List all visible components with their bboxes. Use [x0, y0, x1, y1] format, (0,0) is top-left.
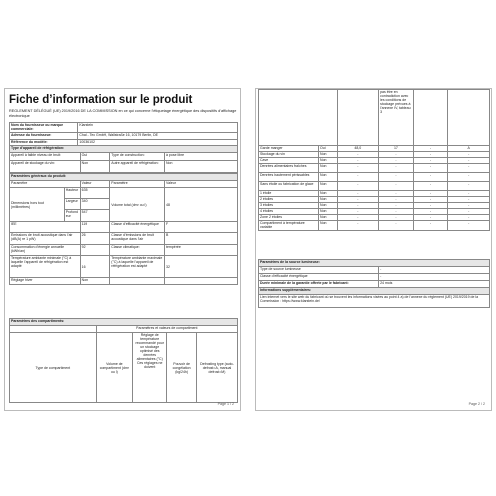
cell-name: Zone 2 étoiles: [259, 215, 319, 221]
cell-defrost: -: [448, 158, 490, 164]
cell-temp: -: [379, 197, 414, 203]
low-noise-label: Appareil à faible niveau de bruit:: [10, 153, 81, 161]
cell-volume: -: [337, 191, 379, 197]
cell-name: 2 étoiles: [259, 197, 319, 203]
page-number: Page 1 / 2: [217, 402, 234, 406]
consumption-value: 92: [80, 245, 110, 256]
iee-label: IEE: [10, 222, 81, 233]
cell-volume: 48,0: [337, 146, 379, 152]
wine-value: Non: [80, 161, 110, 173]
cell-defrost: -: [448, 173, 490, 182]
cell-freeze: -: [413, 221, 448, 231]
cell-present: Non: [319, 221, 337, 231]
document-page-1: [4, 88, 241, 411]
supplier-table: [9, 122, 238, 147]
cell-defrost: -: [448, 164, 490, 173]
noise-label: Émissions de bruit acoustique dans l’air (dB(A) re 1 pW): [10, 233, 81, 245]
address-label: Adresse du fournisseur:: [10, 132, 78, 139]
info-text: Lien internet vers le site web du fabricant où se trouvent les informations visées au point 4 a) de l’annexe du règlement (UE) 2019/2019 de la Commission : https://www.klarstein.de/: [259, 295, 490, 308]
cell-volume: -: [337, 173, 379, 182]
light-class-value: -: [379, 274, 490, 281]
dims-label: Dimensions hors tout (millimètres): [10, 188, 65, 222]
cell-defrost: -: [448, 152, 490, 158]
info-section-heading: Informations supplémentaires:: [259, 288, 490, 295]
comp-params-header: Paramètres et valeurs de compartiment: [96, 326, 237, 333]
tmax-label: Température ambiante maximale (°C) à laquelle l’appareil de réfrigération est adapté: [110, 256, 165, 278]
cell-name: Cave: [259, 158, 319, 164]
col-param-2: Paramètre: [110, 181, 165, 188]
document-title: Fiche d’information sur le produit: [9, 94, 193, 106]
type-section-heading: Type d’appareil de réfrigération:: [10, 146, 238, 153]
cell-freeze: -: [413, 173, 448, 182]
model-label: Référence du modèle:: [10, 139, 78, 146]
cell-present: Non: [319, 203, 337, 209]
compartment-table: [9, 318, 238, 403]
cell-freeze: -: [413, 191, 448, 197]
consumption-label: Consommation d’énergie annuelle (kWh/an): [10, 245, 81, 256]
cell-volume: -: [337, 221, 379, 231]
cell-freeze: -: [413, 152, 448, 158]
volume-value: 48: [165, 188, 238, 222]
light-section-heading: Paramètres de la source lumineuse:: [259, 260, 490, 267]
table-row: [259, 164, 490, 173]
cell-name: Denrées alimentaires fraîches: [259, 164, 319, 173]
supplier-value: Klarstein: [78, 123, 238, 133]
construction-value: à pose libre: [165, 153, 238, 161]
cell-freeze: -: [413, 164, 448, 173]
cell-defrost: -: [448, 182, 490, 191]
cell-temp: -: [379, 221, 414, 231]
cell-temp: -: [379, 191, 414, 197]
cell-volume: -: [337, 164, 379, 173]
cell-temp: 17: [379, 146, 414, 152]
winter-value: Non: [80, 278, 110, 285]
table-row: [259, 182, 490, 191]
col-value: Valeur: [80, 181, 110, 188]
cell-temp: -: [379, 203, 414, 209]
wine-label: Appareil de stockage du vin:: [10, 161, 81, 173]
temp-header-continued: pas être en contradiction avec les conditions de stockage prévues à l’annexe IV, tableau 3: [379, 90, 414, 146]
cell-temp: -: [379, 215, 414, 221]
light-class-label: Classe d’efficacité énergétique: [259, 274, 379, 281]
cell-name: Stockage du vin: [259, 152, 319, 158]
cell-temp: -: [379, 158, 414, 164]
cell-present: Non: [319, 164, 337, 173]
cell-temp: -: [379, 173, 414, 182]
type-table: [9, 145, 238, 173]
cell-name: 3 étoiles: [259, 203, 319, 209]
noise-value: 26: [80, 233, 110, 245]
noise-class-value: B: [165, 233, 238, 245]
tmax-value: 32: [165, 256, 238, 278]
cell-defrost: -: [448, 197, 490, 203]
warranty-label: Durée minimale de la garantie offerte par le fabricant:: [259, 281, 379, 288]
cell-defrost: -: [448, 215, 490, 221]
cell-freeze: -: [413, 215, 448, 221]
cell-defrost: -: [448, 191, 490, 197]
cell-present: Non: [319, 152, 337, 158]
cell-temp: -: [379, 182, 414, 191]
cell-freeze: -: [413, 158, 448, 164]
comp-temp-header: Réglage de température recommandé pour un stockage optimisé des denrées alimentaires (°C) Ces réglages ne doivent: [133, 333, 167, 403]
comp-type-header: Type de compartiment: [10, 333, 97, 403]
cell-name: 4 étoiles: [259, 209, 319, 215]
comp-freeze-header: Pouvoir de congélation (kg/24h): [167, 333, 197, 403]
col-value-2: Valeur: [165, 181, 238, 188]
table-row: [259, 221, 490, 231]
cell-present: Non: [319, 182, 337, 191]
compartment-values-table: [258, 89, 490, 231]
winter-label: Réglage hiver: [10, 278, 81, 285]
general-section-heading: Paramètres généraux du produit:: [10, 174, 238, 181]
cell-name: Compartiment à température variable: [259, 221, 319, 231]
cell-name: Sans étoile ou fabrication de glace: [259, 182, 319, 191]
cell-defrost: -: [448, 209, 490, 215]
depth-value: 547: [80, 210, 110, 222]
warranty-value: 24 mois: [379, 281, 490, 288]
supplier-label: Nom du fournisseur ou marque commerciale:: [10, 123, 78, 133]
tmin-label: Température ambiante minimale (°C) à laquelle l’appareil de réfrigération est adapté: [10, 256, 81, 278]
cell-name: 1 étoile: [259, 191, 319, 197]
cell-freeze: -: [413, 197, 448, 203]
cell-volume: -: [337, 182, 379, 191]
cell-freeze: -: [413, 203, 448, 209]
other-value: Non: [165, 161, 238, 173]
climate-label: Classe climatique:: [110, 245, 165, 256]
cell-defrost: -: [448, 203, 490, 209]
cell-name: Denrées hautement périssables: [259, 173, 319, 182]
cell-present: Non: [319, 215, 337, 221]
cell-volume: -: [337, 197, 379, 203]
cell-freeze: -: [413, 182, 448, 191]
width-value: 340: [80, 199, 110, 210]
light-table: [258, 259, 490, 308]
cell-present: Non: [319, 173, 337, 182]
height-label: Hauteur: [64, 188, 80, 199]
cell-temp: -: [379, 152, 414, 158]
iee-value: 119: [80, 222, 110, 233]
page-number: Page 2 / 2: [468, 402, 485, 406]
cell-present: Non: [319, 197, 337, 203]
height-value: 635: [80, 188, 110, 199]
cell-volume: -: [337, 203, 379, 209]
cell-volume: -: [337, 158, 379, 164]
document-page-2: [255, 88, 492, 411]
cell-temp: -: [379, 209, 414, 215]
volume-label: Volume total (dm³ ou l): [110, 188, 165, 222]
construction-label: Type de construction:: [110, 153, 165, 161]
cell-temp: -: [379, 164, 414, 173]
width-label: Largeur: [64, 199, 80, 210]
regulation-text: REGLEMENT DÉLÉGUÉ (UE) 2019/2016 DE LA COMMISSION en ce qui concerne l’étiquetage énergétique des dispositifs d’affichage électronique: [9, 109, 237, 118]
cell-present: Oui: [319, 146, 337, 152]
cell-freeze: -: [413, 209, 448, 215]
col-param: Paramètre: [10, 181, 81, 188]
other-label: Autre appareil de réfrigération:: [110, 161, 165, 173]
noise-class-label: Classe d’émissions de bruit acoustique dans l’air: [110, 233, 165, 245]
cell-freeze: -: [413, 146, 448, 152]
cell-defrost: -: [448, 221, 490, 231]
tmin-value: 16: [80, 256, 110, 278]
depth-label: Profondeur: [64, 210, 80, 222]
model-value: 10036102: [78, 139, 238, 146]
cell-name: Garde manger: [259, 146, 319, 152]
cell-present: Non: [319, 191, 337, 197]
cell-volume: -: [337, 152, 379, 158]
energy-class-label: Classe d’efficacité énergétique: [110, 222, 165, 233]
compartment-section-heading: Paramètres des compartiments:: [10, 319, 238, 326]
low-noise-value: Oui: [80, 153, 110, 161]
cell-defrost: A: [448, 146, 490, 152]
energy-class-value: F: [165, 222, 238, 233]
cell-present: Non: [319, 158, 337, 164]
light-type-value: -: [379, 267, 490, 274]
comp-defrost-header: Defrosting type (auto-defrost=A, manual defrost=M): [196, 333, 237, 403]
cell-volume: -: [337, 209, 379, 215]
comp-volume-header: Volume de compartiment (dm³ ou l): [96, 333, 132, 403]
light-type-label: Type de source lumineuse: [259, 267, 379, 274]
cell-present: Non: [319, 209, 337, 215]
climate-value: tempérée: [165, 245, 238, 256]
general-table: [9, 173, 238, 285]
table-row: [259, 173, 490, 182]
address-value: Chal - Tec GmbH, Wallstraße 16, 10179 Berlin, DE: [78, 132, 238, 139]
cell-volume: -: [337, 215, 379, 221]
